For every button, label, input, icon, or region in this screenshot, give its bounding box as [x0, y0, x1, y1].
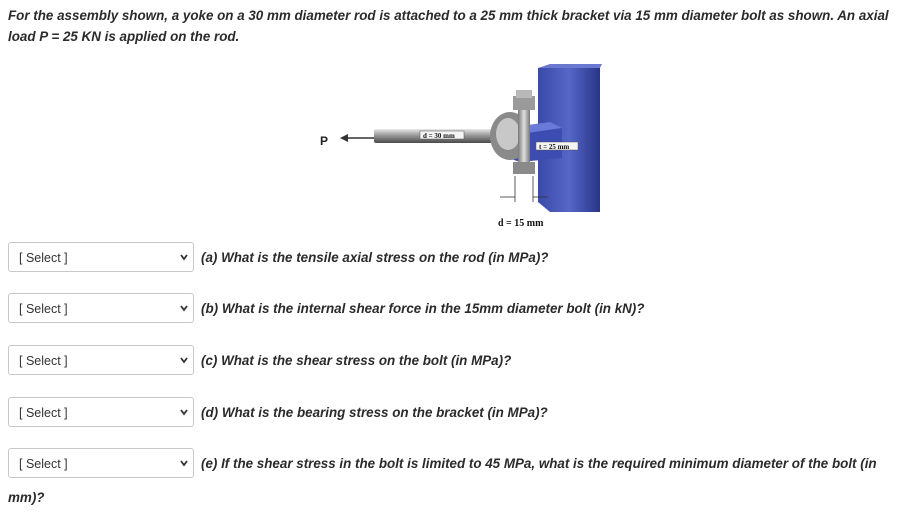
question-c-text: (c) What is the shear stress on the bolt (in MPa)? — [201, 353, 512, 368]
answer-select-e[interactable]: [ Select ] — [8, 448, 194, 478]
bolt-head — [513, 96, 535, 110]
question-e-continuation: mm)? — [8, 490, 45, 505]
answer-select-a[interactable]: [ Select ] — [8, 242, 194, 272]
question-row-b — [8, 293, 913, 327]
question-b-text: (b) What is the internal shear force in the 15mm diameter bolt (in kN)? — [201, 301, 645, 316]
bolt-shank — [518, 110, 530, 166]
problem-statement: For the assembly shown, a yoke on a 30 mm diameter rod is attached to a 25 mm thick bracket via 15 mm diameter bolt as shown. An axial load P = 25 KN is applied on the rod. — [8, 8, 889, 44]
chevron-down-icon — [178, 406, 190, 418]
chevron-down-icon — [178, 251, 190, 263]
rod-diameter-label: d = 30 mm — [423, 132, 455, 140]
assembly-figure — [310, 62, 610, 232]
question-e-text: (e) If the shear stress in the bolt is limited to 45 MPa, what is the required minimum diameter of the bolt (in — [201, 456, 877, 471]
bolt-nut — [513, 162, 535, 174]
question-a-text: (a) What is the tensile axial stress on the rod (in MPa)? — [201, 250, 549, 265]
question-row-c — [8, 345, 913, 379]
chevron-down-icon — [178, 457, 190, 469]
load-label: P — [320, 134, 329, 148]
chevron-down-icon — [178, 302, 190, 314]
question-row-e — [8, 448, 913, 482]
answer-select-b[interactable]: [ Select ] — [8, 293, 194, 323]
answer-select-d[interactable]: [ Select ] — [8, 397, 194, 427]
question-row-a — [8, 242, 913, 276]
bolt-diameter-label: d = 15 mm — [498, 218, 544, 229]
answer-select-c[interactable]: [ Select ] — [8, 345, 194, 375]
question-d-text: (d) What is the bearing stress on the bracket (in MPa)? — [201, 405, 548, 420]
chevron-down-icon — [178, 354, 190, 366]
bracket-thickness-label: t = 25 mm — [539, 143, 570, 151]
question-row-d — [8, 397, 913, 431]
